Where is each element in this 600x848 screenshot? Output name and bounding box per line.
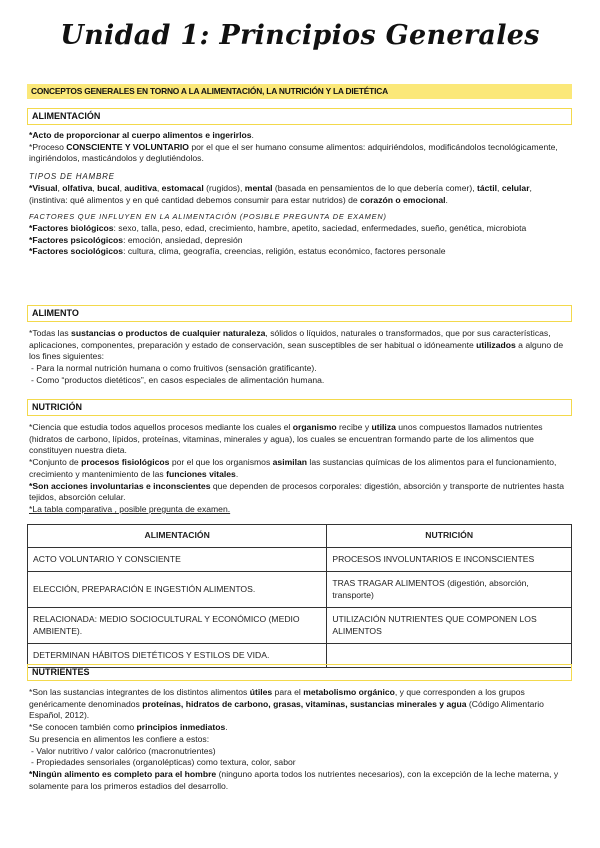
paragraph: *Ningún alimento es completo para el hombre (ninguno aporta todos los nutrientes necesarios), con la excepción de la leche materna, y solamente para los primeros estadios del desarrollo. xyxy=(29,768,559,791)
table-cell: PROCESOS INVOLUNTARIOS E INCONSCIENTES xyxy=(327,548,572,572)
subheading-factores: FACTORES QUE INFLUYEN EN LA ALIMENTACIÓN (POSIBLE PREGUNTA DE EXAMEN) xyxy=(29,212,387,222)
page-title: Unidad 1: Principios Generales xyxy=(60,20,540,51)
list-item: - Para la normal nutrición humana o como fruitivos (sensación gratificante). xyxy=(31,363,317,374)
table-cell: UTILIZACIÓN NUTRIENTES QUE COMPONEN LOS ALIMENTOS xyxy=(327,608,572,644)
paragraph: *Se conocen también como principios inmediatos. xyxy=(29,722,228,733)
alimentacion-body xyxy=(29,130,571,258)
nutrientes-body xyxy=(29,687,571,792)
table-caption: *La tabla comparativa , posible pregunta de examen. xyxy=(29,503,231,514)
subheading-tipos-hambre: TIPOS DE HAMBRE xyxy=(29,172,115,182)
list-item: - Valor nutritivo / valor calórico (macronutrientes) xyxy=(31,745,216,756)
paragraph: *Factores biológicos: sexo, talla, peso, edad, crecimiento, hambre, apetito, saciedad, enfermedades, sueño, genética, microbiota xyxy=(29,222,527,233)
paragraph: *Factores sociológicos: cultura, clima, geografía, creencias, religión, estatus económico, factores personale xyxy=(29,246,446,257)
paragraph: *Todas las sustancias o productos de cualquier naturaleza, sólidos o líquidos, naturales o transformados, que por sus características, aplicaciones, componentes, preparación y estado de conservación, sean susceptibles de ser habitual o idóneamente utilizados a alguno de los fines siguientes: xyxy=(29,328,564,362)
table-row xyxy=(28,572,572,608)
paragraph: *Conjunto de procesos fisiológicos por el que los organismos asimilan las sustancias químicas de los alimentos para el funcionamiento, crecimiento y mantenimiento de las funciones vitales. xyxy=(29,457,557,479)
section-heading-alimentacion: ALIMENTACIÓN xyxy=(27,108,572,125)
table-cell: ELECCIÓN, PREPARACIÓN E INGESTIÓN ALIMENTOS. xyxy=(28,572,327,608)
comparison-table xyxy=(27,524,572,668)
section-heading-nutricion: NUTRICIÓN xyxy=(27,399,572,416)
table-cell: RELACIONADA: MEDIO SOCIOCULTURAL Y ECONÓMICO (MEDIO AMBIENTE). xyxy=(28,608,327,644)
paragraph: *Acto de proporcionar al cuerpo alimentos e ingerirlos. xyxy=(29,130,254,140)
paragraph: *Son las sustancias integrantes de los distintos alimentos útiles para el metabolismo orgánico, y que corresponden a los grupos genéricamente denominados proteínas, hidratos de carbono, grasas, vitaminas, sustancias minerales y agua (Código Alimentario Español, 2012). xyxy=(29,687,544,721)
paragraph: *Son acciones involuntarias e inconscientes que dependen de procesos corporales: digestión, absorción y transporte de nutrientes hasta tejidos, absorción celular. xyxy=(29,480,565,503)
table-header-row xyxy=(28,525,572,548)
alimento-body xyxy=(29,328,571,387)
paragraph: *Proceso CONSCIENTE Y VOLUNTARIO por el que el ser humano consume alimentos: adquiriéndolos, modificándolos tecnológicamente, ingiriéndolos, masticándolos y deglutiéndolos. xyxy=(29,141,558,164)
table-cell: DETERMINAN HÁBITOS DIETÉTICOS Y ESTILOS DE VIDA. xyxy=(28,644,327,668)
table-cell: ACTO VOLUNTARIO Y CONSCIENTE xyxy=(28,548,327,572)
table-row xyxy=(28,608,572,644)
paragraph: *Factores psicológicos: emoción, ansiedad, depresión xyxy=(29,234,243,245)
table-cell: TRAS TRAGAR ALIMENTOS (digestión, absorción, transporte) xyxy=(327,572,572,608)
paragraph: Su presencia en alimentos les confiere a estos: xyxy=(29,733,210,744)
section-banner: CONCEPTOS GENERALES EN TORNO A LA ALIMENTACIÓN, LA NUTRICIÓN Y LA DIETÉTICA xyxy=(27,84,572,99)
section-heading-nutrientes: NUTRIENTES xyxy=(27,664,572,681)
nutricion-body xyxy=(29,422,571,516)
list-item: - Propiedades sensoriales (organolépticas) como textura, color, sabor xyxy=(31,757,296,768)
paragraph: *Ciencia que estudia todos aquellos procesos mediante los cuales el organismo recibe y utiliza unos compuestos llamados nutrientes (hidratos de carbono, lípidos, proteínas, vitaminas, minerales y agua), los cuales se encuentran formando parte de los alimentos que constituyen nuestra dieta. xyxy=(29,422,543,456)
table-row xyxy=(28,548,572,572)
table-header-cell: ALIMENTACIÓN xyxy=(28,525,327,548)
table-header-cell: NUTRICIÓN xyxy=(327,525,572,548)
section-heading-alimento: ALIMENTO xyxy=(27,305,572,322)
paragraph: *Visual, olfativa, bucal, auditiva, estomacal (rugidos), mental (basada en pensamientos de lo que debería comer), táctil, celular, (instintiva: qué alimentos y en qué cantidad debemos consumir para estar nutridos) de corazón o emocional. xyxy=(29,182,532,205)
list-item: - Como “productos dietéticos”, en casos especiales de alimentación humana. xyxy=(31,374,325,385)
